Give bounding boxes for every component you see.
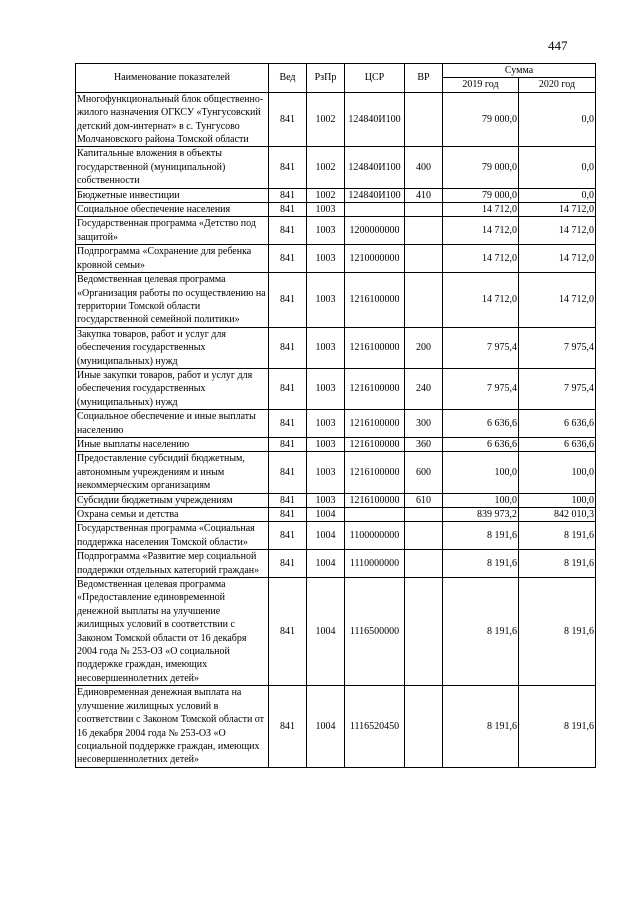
cell-ved: 841 <box>269 188 307 202</box>
cell-vr <box>405 217 443 245</box>
table-row <box>76 550 596 578</box>
table-row <box>76 368 596 409</box>
table-row <box>76 147 596 188</box>
cell-sum-2019: 8 191,6 <box>443 578 519 686</box>
header-2020: 2020 год <box>519 78 596 92</box>
cell-sum-2020: 8 191,6 <box>519 550 596 578</box>
cell-name: Ведомственная целевая программа «Организация работы по осуществлению на территории Томской области государственной семейной политики» <box>76 273 269 328</box>
cell-rzpr: 1003 <box>307 410 345 438</box>
cell-ved: 841 <box>269 273 307 328</box>
cell-name: Иные выплаты населению <box>76 437 269 451</box>
cell-sum-2020: 0,0 <box>519 92 596 147</box>
cell-name: Закупка товаров, работ и услуг для обеспечения государственных (муниципальных) нужд <box>76 327 269 368</box>
cell-ved: 841 <box>269 147 307 188</box>
cell-sum-2020: 7 975,4 <box>519 327 596 368</box>
page-number: 447 <box>548 38 568 53</box>
cell-rzpr: 1003 <box>307 452 345 493</box>
cell-sum-2020: 6 636,6 <box>519 410 596 438</box>
cell-sum-2020: 14 712,0 <box>519 273 596 328</box>
header-name: Наименование показателей <box>76 64 269 93</box>
cell-vr: 200 <box>405 327 443 368</box>
table-row <box>76 452 596 493</box>
cell-ved: 841 <box>269 245 307 273</box>
cell-csr: 124840И100 <box>345 92 405 147</box>
cell-sum-2019: 8 191,6 <box>443 686 519 767</box>
cell-ved: 841 <box>269 452 307 493</box>
table-row <box>76 578 596 686</box>
cell-rzpr: 1002 <box>307 188 345 202</box>
cell-csr: 1116520450 <box>345 686 405 767</box>
cell-sum-2020: 8 191,6 <box>519 686 596 767</box>
header-vr: ВР <box>405 64 443 93</box>
cell-vr <box>405 92 443 147</box>
cell-name: Социальное обеспечение населения <box>76 203 269 217</box>
cell-sum-2019: 7 975,4 <box>443 327 519 368</box>
header-csr: ЦСР <box>345 64 405 93</box>
cell-rzpr: 1004 <box>307 522 345 550</box>
cell-ved: 841 <box>269 92 307 147</box>
cell-csr: 1216100000 <box>345 327 405 368</box>
cell-rzpr: 1002 <box>307 92 345 147</box>
cell-sum-2019: 100,0 <box>443 452 519 493</box>
cell-name: Капитальные вложения в объекты государственной (муниципальной) собственности <box>76 147 269 188</box>
cell-sum-2019: 839 973,2 <box>443 508 519 522</box>
table-row <box>76 327 596 368</box>
cell-rzpr: 1003 <box>307 203 345 217</box>
cell-rzpr: 1003 <box>307 245 345 273</box>
cell-sum-2019: 14 712,0 <box>443 273 519 328</box>
cell-name: Многофункциональный блок общественно-жилого назначения ОГКСУ «Тунгусовский детский дом-интернат» в с. Тунгусово Молчановского района Томской области <box>76 92 269 147</box>
header-sum: Сумма <box>443 64 596 78</box>
table-body <box>76 92 596 767</box>
table-row <box>76 508 596 522</box>
cell-vr: 400 <box>405 147 443 188</box>
cell-sum-2019: 14 712,0 <box>443 245 519 273</box>
cell-vr <box>405 550 443 578</box>
cell-sum-2020: 14 712,0 <box>519 217 596 245</box>
cell-sum-2020: 6 636,6 <box>519 437 596 451</box>
cell-ved: 841 <box>269 493 307 507</box>
table-row <box>76 522 596 550</box>
table-row <box>76 245 596 273</box>
cell-name: Субсидии бюджетным учреждениям <box>76 493 269 507</box>
cell-vr <box>405 245 443 273</box>
cell-sum-2019: 8 191,6 <box>443 550 519 578</box>
cell-vr: 300 <box>405 410 443 438</box>
cell-ved: 841 <box>269 217 307 245</box>
cell-name: Ведомственная целевая программа «Предоставление единовременной денежной выплаты на улучшение жилищных условий в соответствии с Законом Томской области от 16 декабря 2004 года № 253-ОЗ «О социальной поддержке граждан, имеющих несовершеннолетних детей» <box>76 578 269 686</box>
cell-vr: 410 <box>405 188 443 202</box>
cell-csr: 1216100000 <box>345 437 405 451</box>
cell-csr: 1200000000 <box>345 217 405 245</box>
cell-sum-2019: 6 636,6 <box>443 410 519 438</box>
cell-csr <box>345 203 405 217</box>
cell-sum-2020: 842 010,3 <box>519 508 596 522</box>
cell-csr: 1216100000 <box>345 273 405 328</box>
budget-table <box>75 63 596 768</box>
cell-sum-2020: 14 712,0 <box>519 245 596 273</box>
cell-csr: 1216100000 <box>345 452 405 493</box>
cell-csr: 1110000000 <box>345 550 405 578</box>
table-row <box>76 273 596 328</box>
cell-csr: 1216100000 <box>345 493 405 507</box>
cell-sum-2019: 8 191,6 <box>443 522 519 550</box>
cell-vr: 360 <box>405 437 443 451</box>
cell-name: Подпрограмма «Сохранение для ребенка кровной семьи» <box>76 245 269 273</box>
cell-rzpr: 1004 <box>307 686 345 767</box>
cell-rzpr: 1004 <box>307 578 345 686</box>
cell-rzpr: 1004 <box>307 508 345 522</box>
cell-ved: 841 <box>269 410 307 438</box>
cell-sum-2020: 0,0 <box>519 147 596 188</box>
header-2019: 2019 год <box>443 78 519 92</box>
cell-name: Социальное обеспечение и иные выплаты населению <box>76 410 269 438</box>
cell-name: Предоставление субсидий бюджетным, автономным учреждениям и иным некоммерческим организациям <box>76 452 269 493</box>
table-row <box>76 203 596 217</box>
cell-vr: 610 <box>405 493 443 507</box>
cell-vr <box>405 578 443 686</box>
cell-vr: 600 <box>405 452 443 493</box>
cell-name: Охрана семьи и детства <box>76 508 269 522</box>
cell-csr: 1116500000 <box>345 578 405 686</box>
cell-csr: 1216100000 <box>345 368 405 409</box>
table-row <box>76 92 596 147</box>
cell-sum-2019: 79 000,0 <box>443 92 519 147</box>
cell-ved: 841 <box>269 578 307 686</box>
cell-name: Бюджетные инвестиции <box>76 188 269 202</box>
cell-rzpr: 1003 <box>307 437 345 451</box>
table-row <box>76 493 596 507</box>
cell-name: Государственная программа «Социальная поддержка населения Томской области» <box>76 522 269 550</box>
table-row <box>76 410 596 438</box>
cell-csr: 124840И100 <box>345 188 405 202</box>
cell-name: Иные закупки товаров, работ и услуг для обеспечения государственных (муниципальных) нужд <box>76 368 269 409</box>
table-row <box>76 437 596 451</box>
table-row <box>76 188 596 202</box>
cell-ved: 841 <box>269 686 307 767</box>
cell-sum-2019: 14 712,0 <box>443 217 519 245</box>
cell-name: Государственная программа «Детство под защитой» <box>76 217 269 245</box>
cell-vr <box>405 522 443 550</box>
header-rzpr: РзПр <box>307 64 345 93</box>
cell-csr: 1100000000 <box>345 522 405 550</box>
cell-name: Единовременная денежная выплата на улучшение жилищных условий в соответствии с Законом Томской области от 16 декабря 2004 года № 253-ОЗ «О социальной поддержке граждан, имеющих несовершеннолетних детей» <box>76 686 269 767</box>
cell-rzpr: 1003 <box>307 327 345 368</box>
cell-rzpr: 1003 <box>307 368 345 409</box>
cell-sum-2020: 14 712,0 <box>519 203 596 217</box>
cell-csr: 1216100000 <box>345 410 405 438</box>
cell-sum-2019: 100,0 <box>443 493 519 507</box>
cell-rzpr: 1003 <box>307 493 345 507</box>
cell-sum-2020: 0,0 <box>519 188 596 202</box>
table-row <box>76 686 596 767</box>
header-ved: Вед <box>269 64 307 93</box>
cell-sum-2020: 8 191,6 <box>519 578 596 686</box>
cell-csr <box>345 508 405 522</box>
cell-vr: 240 <box>405 368 443 409</box>
cell-vr <box>405 508 443 522</box>
cell-vr <box>405 203 443 217</box>
cell-csr: 124840И100 <box>345 147 405 188</box>
cell-sum-2019: 7 975,4 <box>443 368 519 409</box>
cell-sum-2019: 79 000,0 <box>443 188 519 202</box>
cell-sum-2020: 100,0 <box>519 493 596 507</box>
cell-ved: 841 <box>269 368 307 409</box>
cell-csr: 1210000000 <box>345 245 405 273</box>
cell-ved: 841 <box>269 437 307 451</box>
cell-vr <box>405 686 443 767</box>
cell-vr <box>405 273 443 328</box>
cell-sum-2019: 79 000,0 <box>443 147 519 188</box>
cell-ved: 841 <box>269 550 307 578</box>
cell-rzpr: 1003 <box>307 217 345 245</box>
cell-rzpr: 1002 <box>307 147 345 188</box>
cell-rzpr: 1004 <box>307 550 345 578</box>
cell-sum-2019: 14 712,0 <box>443 203 519 217</box>
table-row <box>76 217 596 245</box>
cell-sum-2020: 100,0 <box>519 452 596 493</box>
cell-rzpr: 1003 <box>307 273 345 328</box>
cell-sum-2020: 7 975,4 <box>519 368 596 409</box>
cell-name: Подпрограмма «Развитие мер социальной поддержки отдельных категорий граждан» <box>76 550 269 578</box>
cell-ved: 841 <box>269 327 307 368</box>
cell-ved: 841 <box>269 203 307 217</box>
cell-ved: 841 <box>269 522 307 550</box>
cell-sum-2020: 8 191,6 <box>519 522 596 550</box>
cell-ved: 841 <box>269 508 307 522</box>
cell-sum-2019: 6 636,6 <box>443 437 519 451</box>
